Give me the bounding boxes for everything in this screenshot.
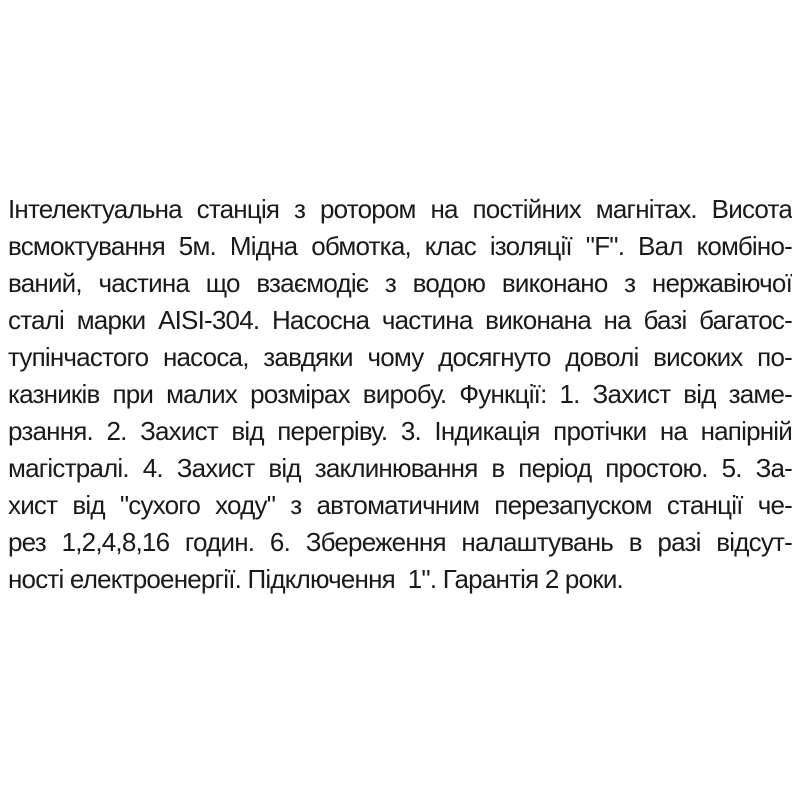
description-line: магістралі. 4. Захист від заклинювання в період простою. 5. За-: [8, 453, 792, 483]
description-line: Інтелектуальна станція з ротором на постійних магнітах. Висота: [8, 194, 792, 224]
description-line: ності електроенергії. Підключення 1". Гарантія 2 роки.: [8, 564, 623, 594]
description-line: всмоктування 5м. Мідна обмотка, клас ізоляції "F". Вал комбіно-: [8, 231, 792, 261]
description-line: рез 1,2,4,8,16 годин. 6. Збереження налаштувань в разі відсут-: [8, 527, 792, 557]
description-line: тупінчастого насоса, завдяки чому досягнуто доволі високих по-: [8, 342, 792, 372]
description-line: казників при малих розмірах виробу. Функції: 1. Захист від заме-: [8, 379, 792, 409]
description-line: ваний, частина що взаємодіє з водою виконано з нержавіючої: [8, 268, 792, 298]
description-line: сталі марки AISI-304. Насосна частина виконана на базі багатос-: [8, 305, 792, 335]
description-line: хист від "сухого ходу" з автоматичним перезапуском станції че-: [8, 490, 792, 520]
product-description: [8, 191, 792, 598]
description-line: рзання. 2. Захист від перегріву. 3. Індикація протічки на напірній: [8, 416, 792, 446]
